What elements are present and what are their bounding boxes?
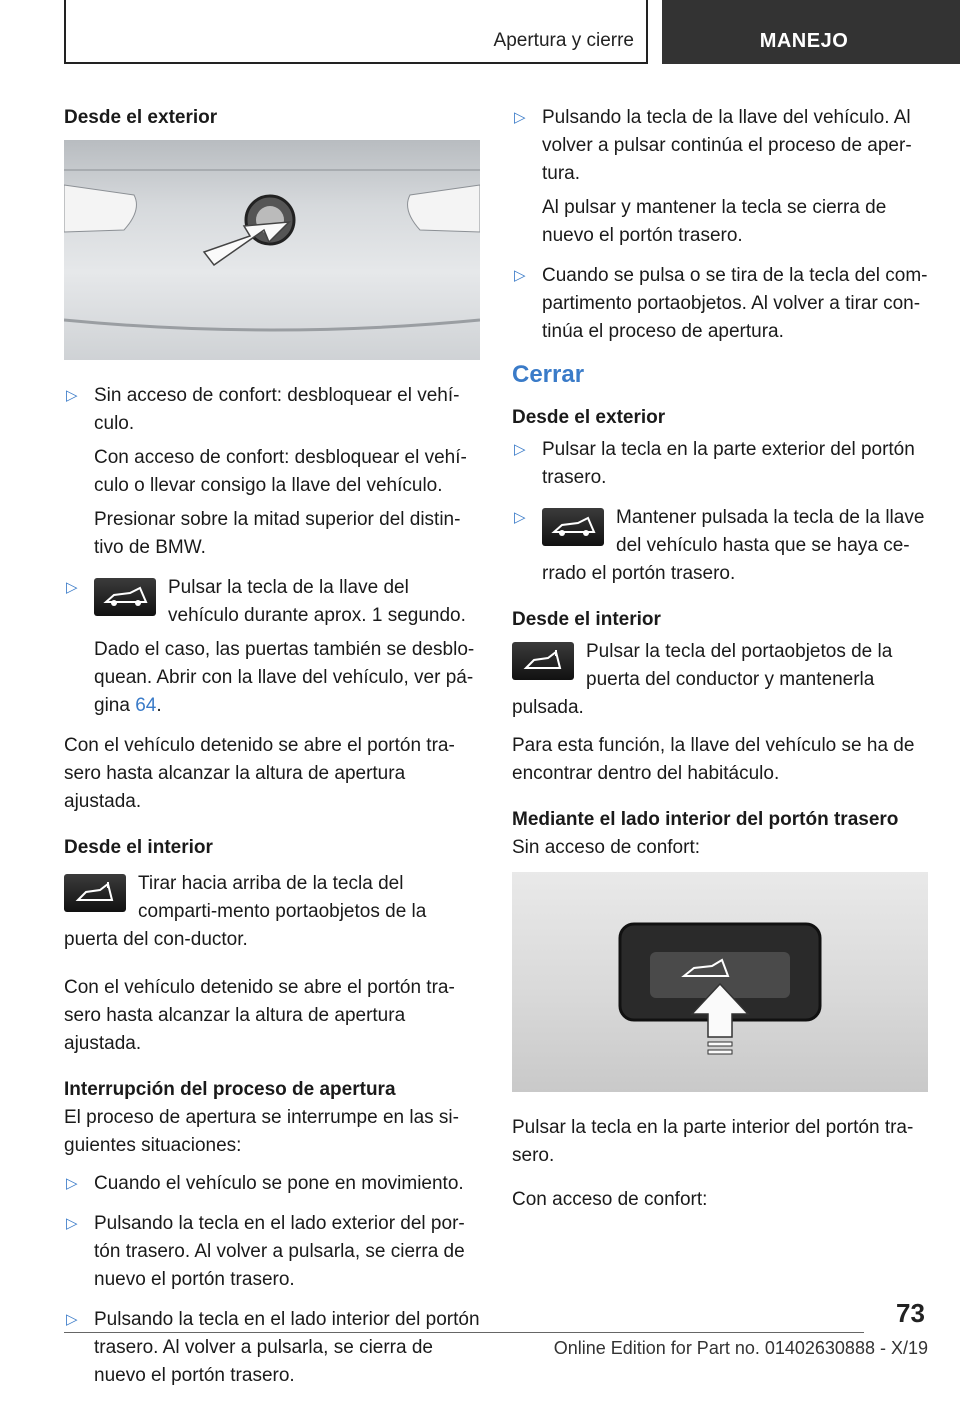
text: Al pulsar y mantener la tecla se cierra de nuevo el portón trasero.	[542, 197, 887, 246]
bullet-triangle-icon: ▷	[66, 579, 78, 596]
text	[94, 636, 480, 720]
footer-divider	[64, 1332, 864, 1333]
page-link[interactable]: 64	[135, 695, 157, 716]
bullet-triangle-icon: ▷	[66, 1311, 78, 1328]
text: Pulsando la tecla de la llave del vehículo. Al volver a pulsar continúa el proceso de aper-tura.	[542, 107, 912, 184]
footer-edition: Online Edition for Part no. 01402630888 - X/19	[553, 1338, 928, 1358]
text: Presionar sobre la mitad superior del distin-tivo de BMW.	[94, 509, 461, 558]
bullet-triangle-icon: ▷	[66, 387, 78, 404]
bullet-triangle-icon: ▷	[514, 267, 526, 284]
header-section-title: Apertura y cierre	[493, 30, 634, 51]
text: Pulsar la tecla en la parte interior del portón tra-sero.	[512, 1117, 914, 1166]
header-chapter-title: MANEJO	[759, 30, 849, 52]
heading-interrupcion: Interrupción del proceso de apertura	[64, 1079, 396, 1100]
tailgate-key-button-icon	[94, 578, 156, 616]
heading-desde-exterior: Desde el exterior	[512, 407, 666, 428]
text: Sin acceso de confort:	[512, 837, 700, 858]
text: Pulsar la tecla del portaobjetos de la puerta del conductor y mantenerla pulsada.	[512, 641, 893, 718]
bullet-triangle-icon: ▷	[66, 1215, 78, 1232]
heading-cerrar: Cerrar	[512, 361, 585, 388]
text: Con acceso de confort: desbloquear el vehí-culo o llevar consigo la llave del vehículo.	[94, 447, 467, 496]
tailgate-interior-button-photo	[512, 872, 928, 1092]
heading-desde-interior: Desde el interior	[64, 837, 213, 858]
text: Cuando el vehículo se pone en movimiento.	[94, 1173, 464, 1194]
text: Sin acceso de confort: desbloquear el vehí-culo.	[94, 385, 460, 434]
left-column	[64, 104, 480, 1402]
text: Pulsando la tecla en el lado exterior del por-tón trasero. Al volver a pulsarla, se cierra de nuevo el portón trasero.	[94, 1213, 465, 1290]
text: Pulsar la tecla en la parte exterior del portón trasero.	[542, 439, 915, 488]
list-item	[512, 436, 928, 492]
bullet-triangle-icon: ▷	[514, 441, 526, 458]
text: Dado el caso, las puertas también se desblo-quean. Abrir con la llave del vehículo, ver pá-gina	[94, 639, 475, 716]
list-item	[512, 504, 928, 594]
text: Pulsando la tecla en el lado interior del portón trasero. Al volver a pulsarla, se cierra de nuevo el portón trasero.	[94, 1309, 480, 1386]
text: Con el vehículo detenido se abre el portón tra-sero hasta alcanzar la altura de apertura ajustada.	[64, 735, 455, 812]
text: Cuando se pulsa o se tira de la tecla del com-partimento portaobjetos. Al volver a tirar con-tinúa el proceso de apertura.	[542, 265, 928, 342]
list-item	[64, 574, 480, 720]
header-chapter-tab	[662, 0, 960, 64]
bullet-triangle-icon: ▷	[66, 1175, 78, 1192]
text: Tirar hacia arriba de la tecla del comparti-mento portaobjetos de la puerta del con-ductor.	[64, 873, 427, 950]
text: Con el vehículo detenido se abre el portón tra-sero hasta alcanzar la altura de apertura ajustada.	[64, 977, 455, 1054]
heading-desde-interior: Desde el interior	[512, 609, 661, 630]
text: Mantener pulsada la tecla de la llave del vehículo hasta que se haya ce-rrado el portón trasero.	[542, 507, 925, 584]
list-item	[64, 1306, 480, 1390]
text: Para esta función, la llave del vehículo se ha de encontrar dentro del habitáculo.	[512, 735, 915, 784]
bullet-triangle-icon: ▷	[514, 509, 526, 526]
interior-key-row	[64, 870, 480, 964]
header-section-box	[64, 0, 648, 64]
tailgate-key-button-icon	[542, 508, 604, 546]
list-item	[64, 382, 480, 562]
tailgate-door-button-icon	[512, 642, 574, 680]
right-column	[512, 104, 928, 1224]
list-item	[64, 1170, 480, 1198]
text: Pulsar la tecla de la llave del vehículo durante aprox. 1 segundo.	[168, 577, 466, 626]
page-number: 73	[896, 1298, 925, 1328]
list-item	[512, 104, 928, 250]
bullet-triangle-icon: ▷	[514, 109, 526, 126]
heading-desde-exterior: Desde el exterior	[64, 107, 218, 128]
tailgate-exterior-photo	[64, 140, 480, 360]
heading-mediante: Mediante el lado interior del portón trasero	[512, 809, 899, 830]
text: .	[156, 695, 162, 716]
text: El proceso de apertura se interrumpe en las si-guientes situaciones:	[64, 1107, 459, 1156]
list-item	[64, 1210, 480, 1294]
tailgate-door-button-icon	[64, 874, 126, 912]
text: Con acceso de confort:	[512, 1189, 708, 1210]
interior-key-row	[512, 638, 928, 732]
list-item	[512, 262, 928, 346]
